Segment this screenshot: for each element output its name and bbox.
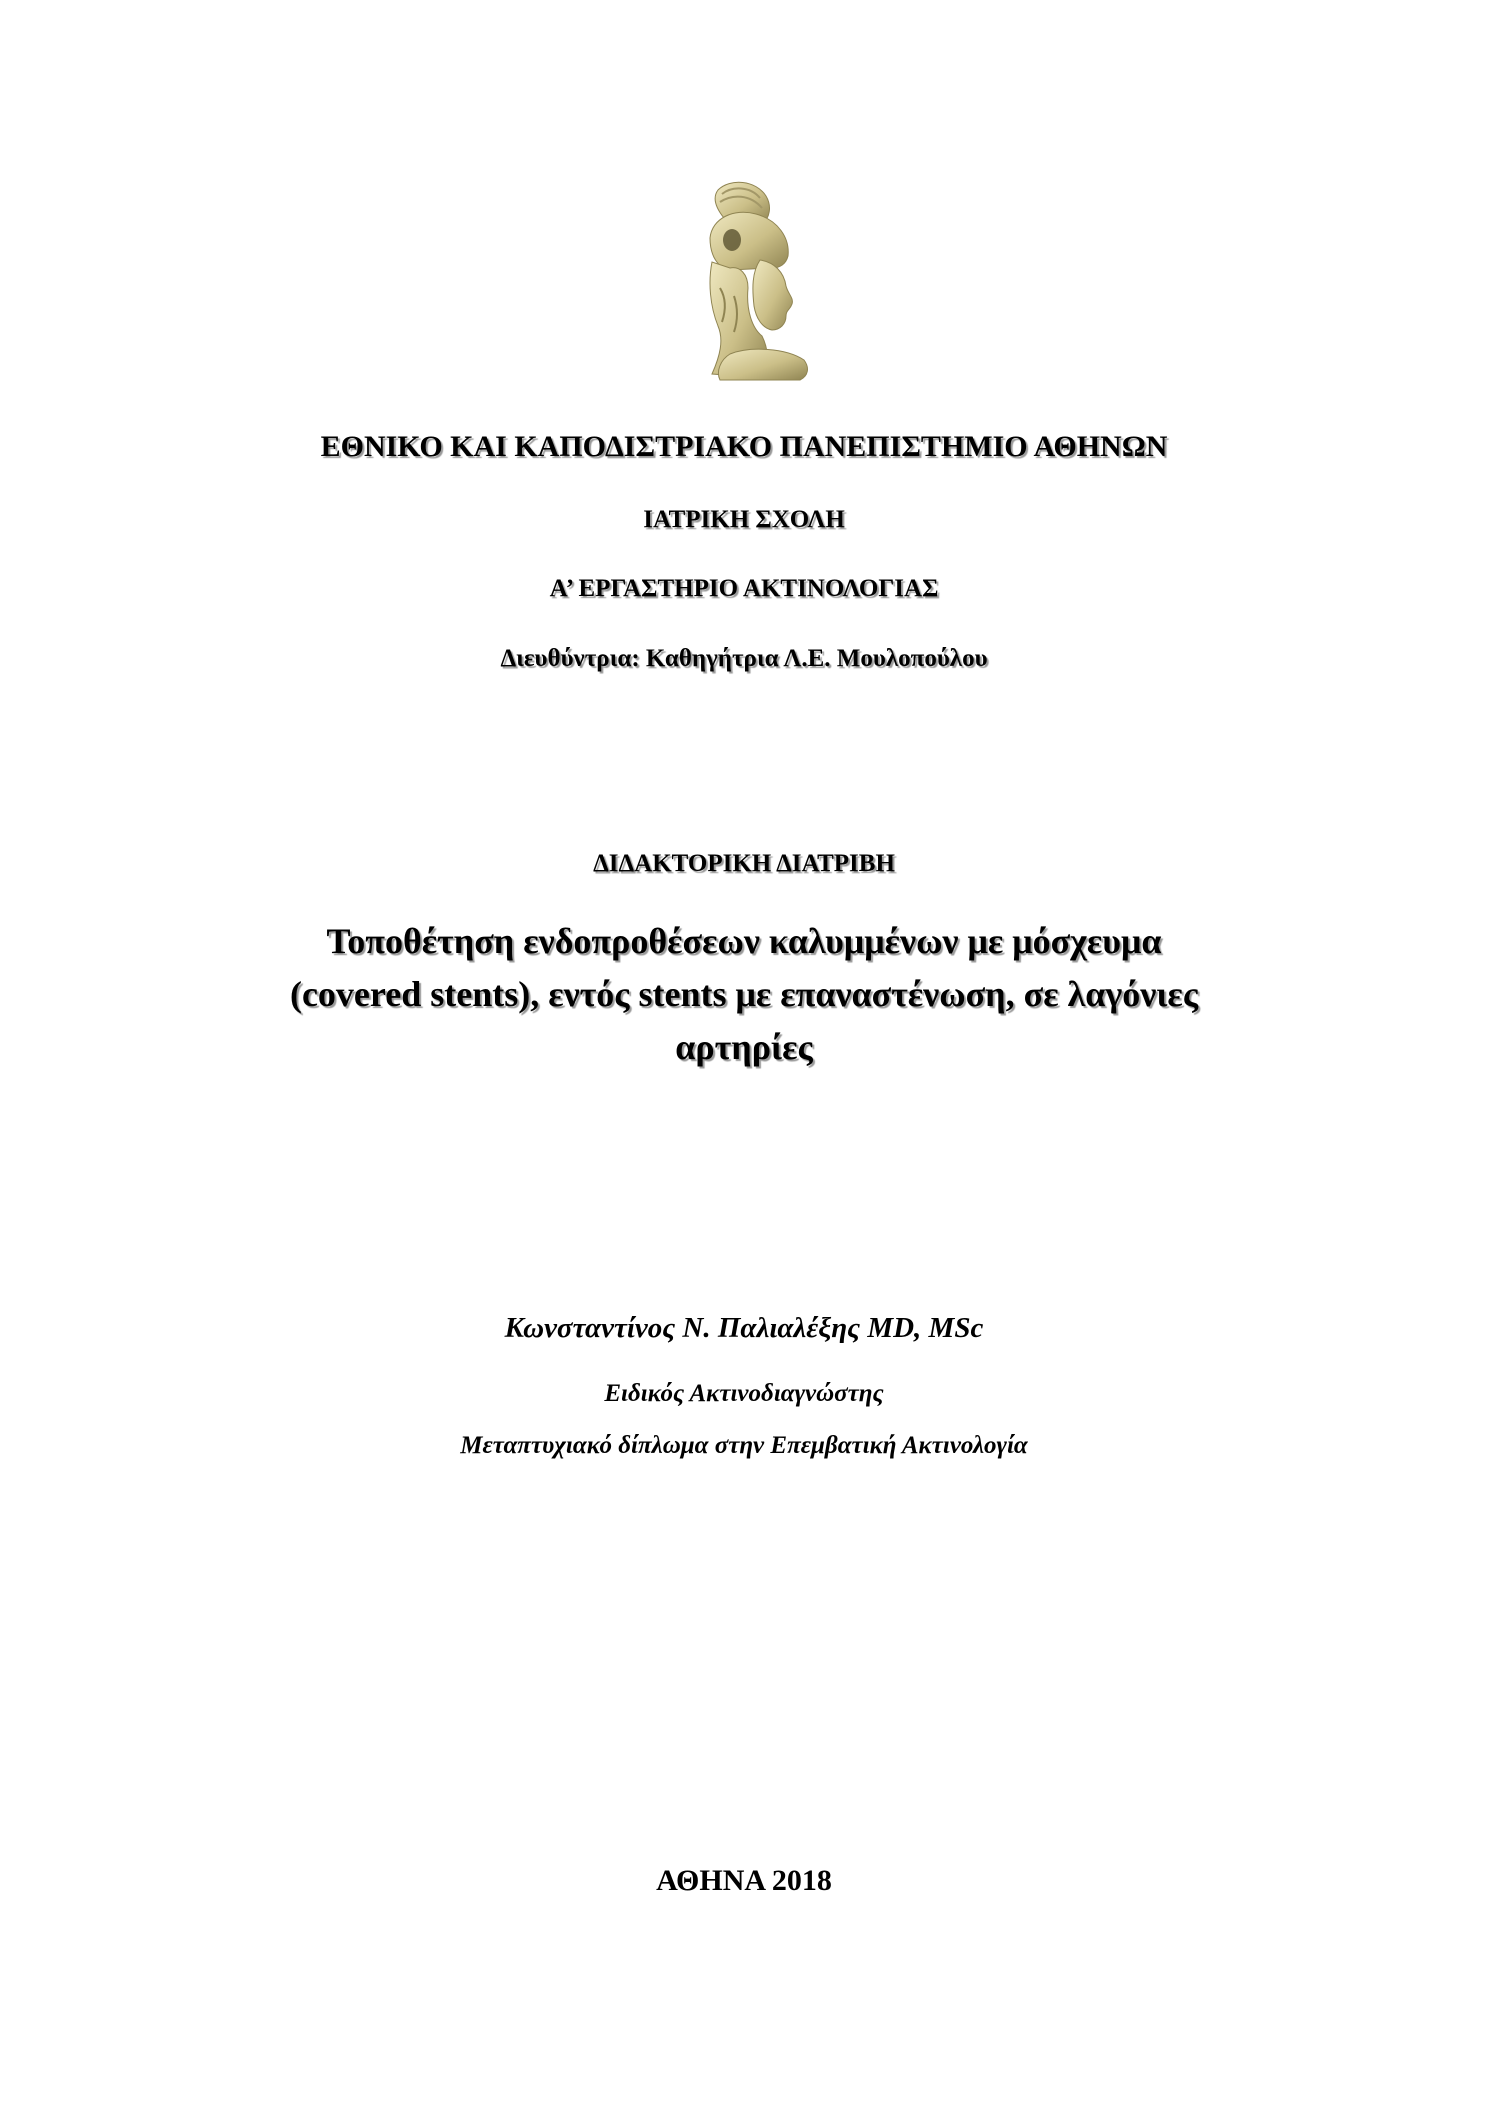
author-specialty: Ειδικός Ακτινοδιαγνώστης [604,1380,884,1407]
school-name: ΙΑΤΡΙΚΗ ΣΧΟΛΗ [643,506,845,533]
document-type: ΔΙΔΑΚΤΟΡΙΚΗ ΔΙΑΤΡΙΒΗ [593,850,895,877]
author-degree: Μεταπτυχιακό δίπλωμα στην Επεμβατική Ακτινολογία [460,1432,1028,1459]
thesis-title-line: Τοποθέτηση ενδοπροθέσεων καλυμμένων με μόσχευμα [326,921,1162,961]
athena-head-emblem-icon [690,178,820,383]
director-line: Διευθύντρια: Καθηγήτρια Λ.Ε. Μουλοπούλου [500,645,988,672]
laboratory-name: Α’ ΕΡΓΑΣΤΗΡΙΟ ΑΚΤΙΝΟΛΟΓΙΑΣ [549,575,939,602]
author-name: Κωνσταντίνος Ν. Παλιαλέξης MD, MSc [504,1312,984,1344]
place-and-year: ΑΘΗΝΑ 2018 [656,1864,832,1897]
university-name: ΕΘΝΙΚΟ ΚΑΙ ΚΑΠΟΔΙΣΤΡΙΑΚΟ ΠΑΝΕΠΙΣΤΗΜΙΟ ΑΘΗΝΩΝ [320,430,1168,463]
thesis-title-line: (covered stents), εντός stents με επαναστένωση, σε λαγόνιες [289,974,1199,1014]
thesis-title [200,915,1288,1074]
thesis-title-line: αρτηρίες [675,1027,813,1067]
